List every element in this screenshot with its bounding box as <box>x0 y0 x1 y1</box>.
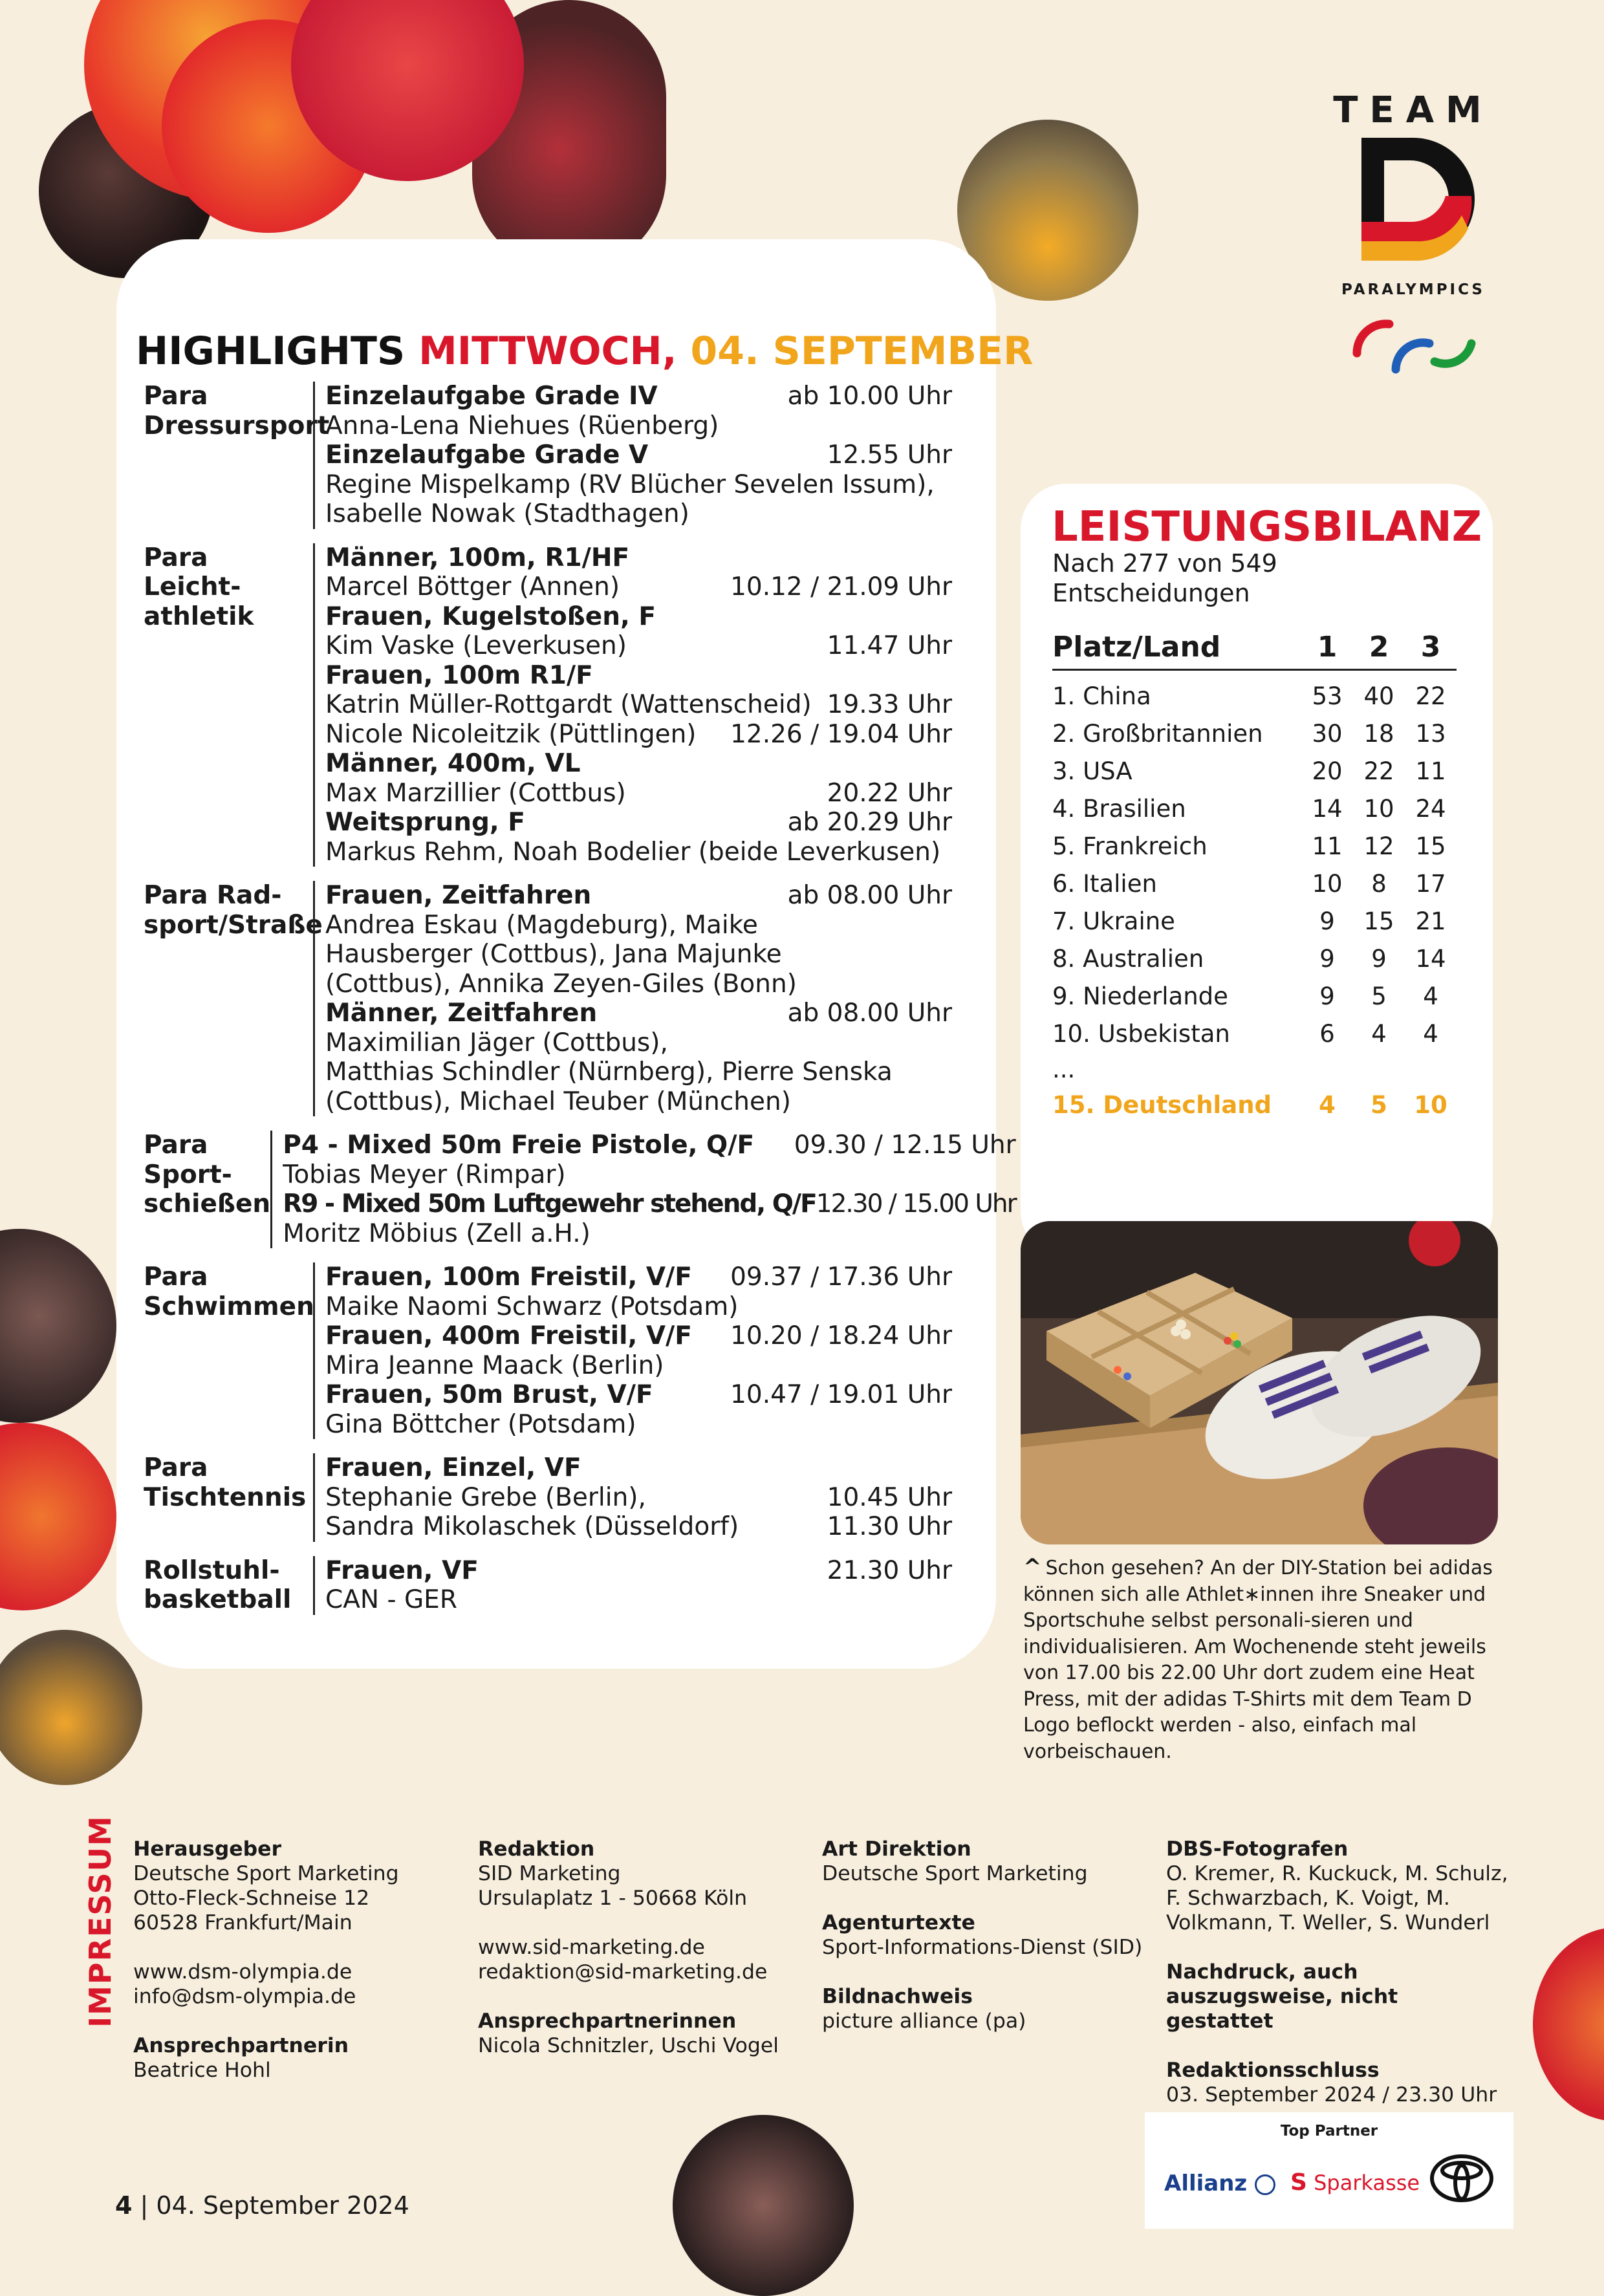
event-title-row <box>325 808 952 838</box>
medal-count-cell: 12 <box>1363 832 1394 860</box>
event-title-row <box>325 1321 952 1351</box>
event-title: P4 - Mixed 50m Freie Pistole, Q/F <box>283 1131 755 1160</box>
toyota-logo-icon <box>1429 2152 1494 2204</box>
sport-events <box>313 382 952 529</box>
event-time: 12.55 Uhr <box>827 440 952 470</box>
country-cell: 9. Niederlande <box>1052 982 1228 1010</box>
imp-line: Beatrice Hohl <box>133 2059 271 2082</box>
event-time: 12.26 / 19.04 Uhr <box>730 719 952 749</box>
event-time: 21.30 Uhr <box>827 1555 952 1585</box>
imp-line: Deutsche Sport Marketing <box>133 1862 399 1885</box>
event-time: 10.45 Uhr <box>827 1482 952 1512</box>
medal-table-ellipsis-row <box>1052 1052 1457 1086</box>
event-title-row <box>325 543 952 573</box>
imp-line: Volkmann, T. Weller, S. Wunderl <box>1166 1911 1490 1934</box>
medal-count-cell: 9 <box>1319 944 1335 973</box>
medal-table <box>1052 631 1457 1123</box>
event-time: 10.47 / 19.01 Uhr <box>730 1380 952 1409</box>
medal-count-cell: 4 <box>1319 1090 1336 1119</box>
page-number: 4 <box>115 2191 133 2220</box>
event-time: 19.33 Uhr <box>827 690 952 719</box>
medal-count-cell: 10 <box>1312 869 1343 898</box>
chevron-up-icon: ^ <box>1023 1554 1042 1580</box>
sparkasse-wordmark: Sparkasse <box>1314 2171 1420 2195</box>
logo-d-mark-icon <box>1332 131 1494 274</box>
sport-events <box>313 881 952 1116</box>
medal-table-row <box>1052 827 1457 865</box>
event-athletes: Maximilian Jäger (Cottbus), Matthias Schindler (Nürnberg), Pierre Senska (Cottbus), Michael Teuber (München) <box>325 1028 893 1116</box>
event-time: 10.20 / 18.24 Uhr <box>730 1321 952 1350</box>
sport-name: Para Sport- schießen <box>144 1131 271 1218</box>
event-title-row <box>325 881 952 911</box>
event-time: 09.37 / 17.36 Uhr <box>730 1262 952 1292</box>
sport-name: Para Leicht- athletik <box>144 543 254 631</box>
event-title: Frauen, 100m R1/F <box>325 660 593 690</box>
sport-block <box>144 1556 952 1615</box>
athlete-time-row <box>325 690 952 720</box>
medal-count-cell: 22 <box>1415 682 1446 710</box>
sparkasse-s-icon: S <box>1290 2169 1307 2196</box>
sport-name: Para Schwimmen <box>144 1262 314 1321</box>
medal-count-cell: 11 <box>1415 757 1446 785</box>
page-footer <box>115 2191 409 2220</box>
medal-table-row <box>1052 715 1457 752</box>
event-title: Frauen, Einzel, VF <box>325 1453 581 1482</box>
medal-table-row <box>1052 790 1457 827</box>
imp-heading: Agenturtexte <box>822 1911 975 1934</box>
sport-block <box>144 382 952 529</box>
sport-events <box>313 1262 952 1439</box>
sneaker-diy-photo <box>1021 1221 1498 1544</box>
event-time: 11.30 Uhr <box>827 1512 952 1541</box>
medal-table-row <box>1052 1086 1457 1123</box>
medal-table-row <box>1052 752 1457 790</box>
medal-count-cell: 5 <box>1371 1090 1387 1119</box>
medal-count-cell: 40 <box>1363 682 1394 710</box>
event-time: 09.30 / 12.15 Uhr <box>794 1131 1016 1160</box>
imp-heading: Art Direktion <box>822 1837 971 1861</box>
caption-text: Schon gesehen? An der DIY-Station bei adidas können sich alle Athlet∗innen ihre Sneaker und Sportschuhe selbst personali-sieren und individualisieren. Am Wochenende steht jeweils von 17.00 bis 22.00 Uhr dort zudem eine Heat Press, mit der adidas T-Shirts mit dem Team D Logo beflockt werden - also, einfach mal vorbeischauen. <box>1023 1557 1493 1763</box>
decor-blob-bottom-mid <box>673 2115 854 2296</box>
event-title: R9 - Mixed 50m Luftgewehr stehend, Q/F <box>283 1189 816 1218</box>
event-title: Einzelaufgabe Grade V <box>325 440 649 470</box>
event-athletes: Sandra Mikolaschek (Düsseldorf) <box>325 1512 739 1541</box>
event-athletes: CAN - GER <box>325 1585 457 1614</box>
event-athletes: Kim Vaske (Leverkusen) <box>325 631 627 660</box>
event-title: Einzelaufgabe Grade IV <box>325 382 658 411</box>
country-cell: 1. China <box>1052 682 1151 710</box>
medal-count-cell: 18 <box>1363 719 1394 748</box>
sport-events <box>313 543 952 867</box>
sport-block <box>144 1453 952 1542</box>
imp-line: F. Schwarzbach, K. Voigt, M. <box>1166 1887 1450 1910</box>
event-time: 10.12 / 21.09 Uhr <box>730 572 952 601</box>
event-athletes: Anna-Lena Niehues (Rüenberg) <box>325 411 719 440</box>
imp-line: Nicola Schnitzler, Uschi Vogel <box>478 2034 779 2057</box>
athlete-time-row <box>325 631 952 661</box>
imp-email-link[interactable]: redaktion@sid-marketing.de <box>478 1960 768 1984</box>
event-athletes: Moritz Möbius (Zell a.H.) <box>283 1218 591 1248</box>
medal-table-row <box>1052 865 1457 902</box>
event-title-row <box>325 1453 952 1483</box>
sport-events <box>313 1453 952 1542</box>
medal-count-cell: 4 <box>1423 982 1438 1010</box>
event-title-row <box>325 1380 952 1410</box>
top-partner-box <box>1145 2112 1513 2229</box>
decor-blob-left-3 <box>0 1630 142 1785</box>
medal-count-cell: 22 <box>1363 757 1394 785</box>
imp-line: Deutsche Sport Marketing <box>822 1862 1088 1885</box>
event-title: Frauen, VF <box>325 1555 479 1585</box>
decor-blob-left-1 <box>0 1229 116 1423</box>
athlete-time-row <box>325 779 952 808</box>
medal-count-cell: 8 <box>1371 869 1387 898</box>
col-gold-header: 1 <box>1301 631 1353 670</box>
country-cell: 4. Brasilien <box>1052 794 1186 823</box>
event-title-row <box>325 382 952 411</box>
event-time: 12.30 / 15.00 Uhr <box>816 1189 1016 1218</box>
athlete-time-row <box>325 572 952 602</box>
event-time: ab 08.00 Uhr <box>787 881 952 910</box>
event-title: Frauen, 50m Brust, V/F <box>325 1380 653 1409</box>
sport-name: Rollstuhl- basketball <box>144 1555 292 1614</box>
event-athletes: Mira Jeanne Maack (Berlin) <box>325 1350 664 1380</box>
event-title-row <box>283 1189 1016 1219</box>
medal-count-cell: 13 <box>1415 719 1446 748</box>
sport-name: Para Rad- sport/Straße <box>144 881 323 940</box>
sport-block <box>144 1131 1016 1248</box>
imp-line: O. Kremer, R. Kuckuck, M. Schulz, <box>1166 1862 1508 1885</box>
country-cell: 10. Usbekistan <box>1052 1019 1230 1048</box>
impressum-col-photographers <box>1166 1837 1509 2107</box>
imp-website-link[interactable]: www.dsm-olympia.de <box>133 1960 352 1984</box>
imp-website-link[interactable]: www.sid-marketing.de <box>478 1936 705 1959</box>
medal-table-row <box>1052 1015 1457 1052</box>
medal-count-cell: 5 <box>1371 982 1387 1010</box>
event-athletes: Regine Mispelkamp (RV Blücher Sevelen Issum), Isabelle Nowak (Stadthagen) <box>325 470 935 528</box>
medal-count-cell: 17 <box>1415 869 1446 898</box>
medal-table-row <box>1052 940 1457 977</box>
athlete-time-row <box>325 720 952 750</box>
impressum-col-editorial <box>478 1837 821 2058</box>
medal-count-cell: 4 <box>1423 1019 1438 1048</box>
event-title: Männer, 100m, R1/HF <box>325 543 630 572</box>
photo-illustration <box>1021 1221 1498 1544</box>
sport-block <box>144 543 952 867</box>
event-athletes: Tobias Meyer (Rimpar) <box>283 1160 566 1189</box>
medal-count-cell: 9 <box>1319 982 1335 1010</box>
country-cell: 5. Frankreich <box>1052 832 1208 860</box>
imp-heading: Ansprechpartnerinnen <box>478 2009 737 2033</box>
medal-table-header <box>1052 631 1457 670</box>
event-title: Männer, Zeitfahren <box>325 999 598 1028</box>
highlights-schedule <box>144 382 1016 1629</box>
medal-count-cell: 15 <box>1415 832 1446 860</box>
imp-heading: Nachdruck, auch <box>1166 1960 1358 1984</box>
logo-team-text: TEAM <box>1333 89 1493 131</box>
imp-line: picture alliance (pa) <box>822 2009 1026 2033</box>
event-title-row <box>325 661 952 691</box>
event-athletes: Marcel Böttger (Annen) <box>325 572 620 601</box>
event-title-row <box>325 602 952 632</box>
imp-heading: Herausgeber <box>133 1837 282 1861</box>
imp-line: Sport-Informations-Dienst (SID) <box>822 1936 1143 1959</box>
imp-heading: Bildnachweis <box>822 1985 973 2008</box>
event-title: Männer, 400m, VL <box>325 749 581 778</box>
team-d-logo <box>1332 89 1494 391</box>
footer-date: 04. September 2024 <box>156 2191 409 2220</box>
event-title: Frauen, 100m Freistil, V/F <box>325 1262 692 1292</box>
medal-count-cell: 14 <box>1312 794 1343 823</box>
medal-table-row <box>1052 670 1457 715</box>
allianz-wordmark: Allianz <box>1164 2171 1248 2196</box>
allianz-eagle-icon <box>1255 2174 1275 2195</box>
imp-heading: Redaktionsschluss <box>1166 2059 1380 2082</box>
imp-heading: auszugsweise, nicht gestattet <box>1166 1985 1398 2033</box>
event-time: ab 10.00 Uhr <box>787 382 952 411</box>
medal-count-cell: 9 <box>1319 907 1335 935</box>
medal-count-cell: 20 <box>1312 757 1343 785</box>
impressum-label: IMPRESSUM <box>83 1815 118 2028</box>
sparkasse-logo <box>1290 2169 1420 2196</box>
event-title: Frauen, 400m Freistil, V/F <box>325 1321 692 1350</box>
col-bronze-header: 3 <box>1405 631 1457 670</box>
photo-caption <box>1023 1554 1495 1765</box>
standings-subtitle: Nach 277 von 549 Entscheidungen <box>1052 549 1277 607</box>
title-part-highlights: HIGHLIGHTS <box>136 329 419 374</box>
decor-blob-bottom-right <box>1533 1927 1604 2121</box>
medal-count-cell: 9 <box>1371 944 1387 973</box>
athlete-time-row <box>325 1483 952 1513</box>
medal-count-cell: 4 <box>1371 1019 1387 1048</box>
sport-events <box>313 1556 952 1615</box>
imp-line: 03. September 2024 / 23.30 Uhr <box>1166 2083 1497 2106</box>
country-cell: 3. USA <box>1052 757 1133 785</box>
col-country-header: Platz/Land <box>1052 631 1301 670</box>
imp-line: SID Marketing <box>478 1862 621 1885</box>
sport-block <box>144 881 952 1116</box>
imp-line: 60528 Frankfurt/Main <box>133 1911 352 1934</box>
decor-blob-left-2 <box>0 1423 116 1610</box>
country-cell: 15. Deutschland <box>1052 1090 1272 1119</box>
medal-count-cell: 6 <box>1319 1019 1335 1048</box>
imp-heading: DBS-Fotografen <box>1166 1837 1349 1861</box>
imp-heading: Ansprechpartnerin <box>133 2034 349 2057</box>
athlete-time-row <box>325 1512 952 1542</box>
event-title: Weitsprung, F <box>325 808 525 837</box>
medal-count-cell: 24 <box>1415 794 1446 823</box>
medal-table-row <box>1052 977 1457 1015</box>
title-part-date: 04. SEPTEMBER <box>690 329 1034 374</box>
event-athletes: Nicole Nicoleitzik (Püttlingen) <box>325 719 697 749</box>
title-part-weekday: MITTWOCH, <box>418 329 691 374</box>
sport-name: Para Dressursport <box>144 382 330 440</box>
col-silver-header: 2 <box>1353 631 1405 670</box>
country-cell: 6. Italien <box>1052 869 1157 898</box>
medal-count-cell: 10 <box>1414 1090 1447 1119</box>
event-athletes: Markus Rehm, Noah Bodelier (beide Leverkusen) <box>325 837 941 867</box>
event-time: 11.47 Uhr <box>827 631 952 660</box>
footer-separator: | <box>132 2191 157 2220</box>
imp-heading: Redaktion <box>478 1837 595 1861</box>
medal-count-cell: 30 <box>1312 719 1343 748</box>
impressum-col-art <box>822 1837 1165 2033</box>
imp-line: Otto-Fleck-Schneise 12 <box>133 1887 370 1910</box>
country-cell: 8. Australien <box>1052 944 1204 973</box>
event-title-row <box>325 1262 952 1292</box>
event-time: 20.22 Uhr <box>827 778 952 808</box>
medal-count-cell: 53 <box>1312 682 1343 710</box>
sport-events <box>270 1131 1016 1248</box>
medal-count-cell: 21 <box>1415 907 1446 935</box>
allianz-logo <box>1164 2171 1275 2196</box>
event-athletes: Andrea Eskau (Magdeburg), Maike Hausberger (Cottbus), Jana Majunke (Cottbus), Annika Zeyen-Giles (Bonn) <box>325 910 797 999</box>
top-partner-title: Top Partner <box>1280 2123 1378 2139</box>
imp-line: Ursulaplatz 1 - 50668 Köln <box>478 1887 748 1910</box>
medal-count-cell: 15 <box>1363 907 1394 935</box>
sport-block <box>144 1262 952 1439</box>
event-athletes: Gina Böttcher (Potsdam) <box>325 1409 636 1439</box>
event-title-row <box>283 1131 1016 1160</box>
event-time: ab 08.00 Uhr <box>787 999 952 1028</box>
sport-name: Para Tischtennis <box>144 1453 307 1512</box>
event-title-row <box>325 999 952 1028</box>
event-title-row <box>325 749 952 779</box>
event-title-row <box>325 1556 952 1586</box>
medal-table-row <box>1052 902 1457 940</box>
event-title-row <box>325 440 952 470</box>
paralympic-agitos-icon <box>1332 298 1494 389</box>
event-athletes: Maike Naomi Schwarz (Potsdam) <box>325 1292 739 1321</box>
country-cell: 7. Ukraine <box>1052 907 1175 935</box>
imp-email-link[interactable]: info@dsm-olympia.de <box>133 1985 356 2008</box>
logo-paralympics-text: PARALYMPICS <box>1341 281 1485 298</box>
country-cell: 2. Großbritannien <box>1052 719 1263 748</box>
event-athletes: Stephanie Grebe (Berlin), <box>325 1482 646 1512</box>
medal-count-cell: 14 <box>1415 944 1446 973</box>
ellipsis-cell: ... <box>1052 1055 1076 1083</box>
event-time: ab 20.29 Uhr <box>787 808 952 837</box>
event-title: Frauen, Zeitfahren <box>325 881 592 910</box>
impressum-col-publisher <box>133 1837 476 2083</box>
event-athletes: Katrin Müller-Rottgardt (Wattenscheid) <box>325 690 812 719</box>
medal-count-cell: 10 <box>1363 794 1394 823</box>
standings-title: LEISTUNGSBILANZ <box>1052 503 1482 551</box>
event-title: Frauen, Kugelstoßen, F <box>325 601 656 631</box>
highlights-title <box>136 329 1033 374</box>
event-athletes: Max Marzillier (Cottbus) <box>325 778 626 808</box>
medal-count-cell: 11 <box>1312 832 1343 860</box>
